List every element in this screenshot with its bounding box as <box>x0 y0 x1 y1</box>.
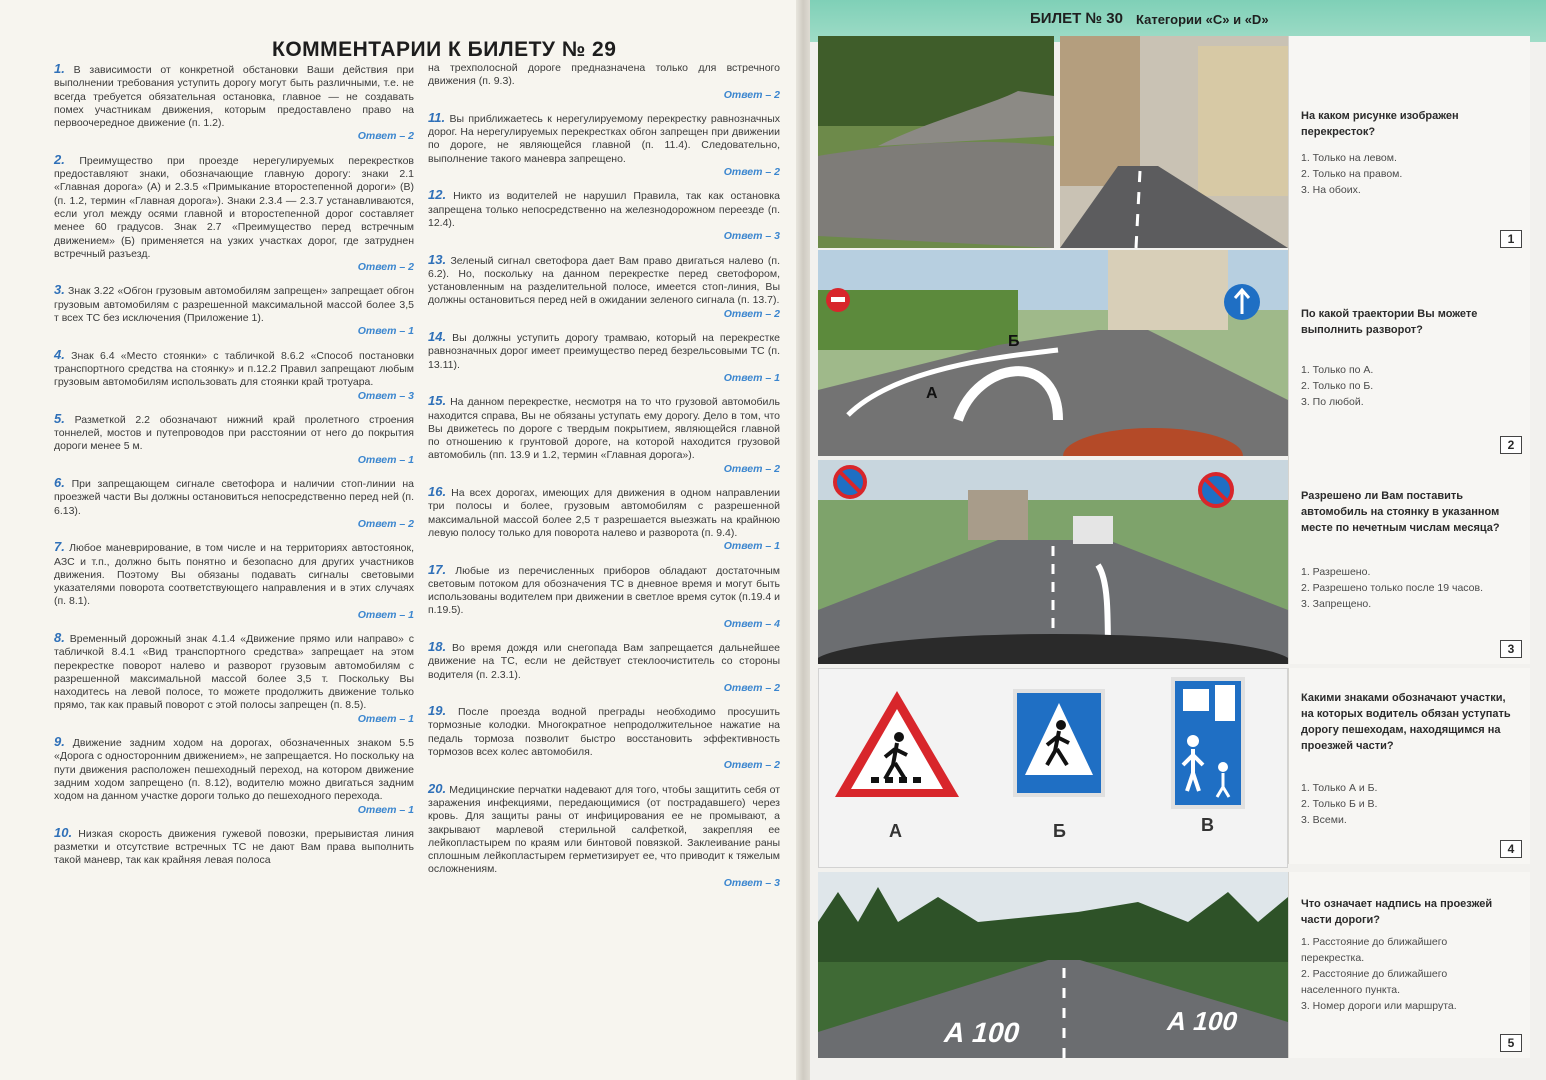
comment-text: Знак 6.4 «Место стоянки» с табличкой 8.6.2 «Способ постановки транспортного средства на стоянку» и п.12.2 Правил запрещают любым грузовым автомобилям использовать для стоянки край тротуара. <box>54 349 414 389</box>
comment-text: Зеленый сигнал светофора дает Вам право двигаться налево (п. 6.2). Но, поскольку на данном перекрестке перед светофором, установленным на разделительной полосе, имеется стоп-линия, Вы должны остановиться перед ней в ожидании зеленого сигнала (п. 13.7). <box>428 254 780 307</box>
comment-continuation <box>428 62 780 102</box>
option-2: 2. Только Б и В. <box>1301 798 1378 810</box>
comment-answer: Ответ – 1 <box>357 803 414 816</box>
comment-number: 10. <box>54 824 73 840</box>
comment-number: 2. <box>54 151 65 167</box>
comment-answer: Ответ – 2 <box>723 681 780 694</box>
question-5-options <box>1301 934 1501 1014</box>
option-3: 3. На обоих. <box>1301 184 1361 196</box>
option-3: 3. Всеми. <box>1301 814 1347 826</box>
option-1: 1. Разрешено. <box>1301 566 1371 578</box>
comment-text: На всех дорогах, имеющих для движения в одном направлении три полосы и более, грузовым автомобилям с разрешенной максимальной массой более 2,5 т разрешается выезжать на крайнюю левую полосу только для поворота налево и разворота (п. 9.4). <box>428 487 780 539</box>
comment-item <box>428 485 780 553</box>
option-2: 2. Разрешено только после 19 часов. <box>1301 582 1483 594</box>
sign-label-a: А <box>889 821 902 841</box>
comment-item <box>54 348 414 403</box>
question-4-image <box>818 668 1288 868</box>
comment-text: Никто из водителей не нарушил Правила, так как остановка запрещена только непосредственно на железнодорожном переезде (п. 12.4). <box>428 190 780 229</box>
comment-text: Медицинские перчатки надевают для того, чтобы защитить себя от заражения инфекциями, передающимися (от пострадавшего) через кровь. Для защиты раны от инфицирования ее не промывают, а закрывают марлевой стерильной салфеткой, закрепляя ее лейкопластырем по краям или бинтовой повязкой. Заклеивание раны сплошным лейкопластырем герметизирует ее, что приводит к тяжелым осложнениям. <box>428 783 780 876</box>
option-3: 3. Номер дороги или маршрута. <box>1301 1000 1457 1012</box>
comment-item <box>54 476 414 531</box>
comment-answer: Ответ – 3 <box>723 876 780 889</box>
comment-answer: Ответ – 1 <box>723 371 780 384</box>
option-1: 1. Расстояние до ближайшего перекрестка. <box>1301 936 1448 964</box>
sign-label-v: В <box>1201 815 1214 835</box>
comment-answer: Ответ – 2 <box>357 130 414 143</box>
comment-text: После проезда водной преграды необходимо просушить тормозные колодки. Многократное непродолжительное нажатие на педаль тормоза позволит быстро восстановить эффективность тормозов всех колес автомобиля. <box>428 706 781 759</box>
comment-item <box>54 540 414 622</box>
comment-item <box>428 188 780 243</box>
comment-item <box>428 111 780 179</box>
comment-answer: Ответ – 4 <box>723 617 780 630</box>
comment-item <box>428 704 780 772</box>
question-5-text: Что означает надпись на проезжей части дороги? <box>1301 898 1493 926</box>
comment-text: Любое маневрирование, в том числе и на территориях автостоянок, АЗС и т.п., должно быть понятно и безопасно для других участников движения. Поэтому Вы обязаны подавать сигналы световыми указателями поворота соответствующего направления и в этих случаях (п. 8.1). <box>54 542 414 608</box>
comment-item <box>54 412 414 467</box>
question-3-image <box>818 460 1288 664</box>
question-5-image <box>818 872 1288 1058</box>
comment-item <box>428 253 780 321</box>
question-2-text: По какой траектории Вы можете выполнить разворот? <box>1301 308 1478 336</box>
comment-answer: Ответ – 2 <box>723 759 780 772</box>
option-2: 2. Только по Б. <box>1301 380 1374 392</box>
comment-item <box>54 735 414 817</box>
comment-number: 9. <box>54 734 65 750</box>
trajectory-label-a: А <box>926 385 938 402</box>
comment-answer: Ответ – 2 <box>723 307 780 320</box>
question-2-panel <box>1288 254 1530 460</box>
comment-number: 13. <box>428 251 447 267</box>
comment-number: 3. <box>54 282 65 298</box>
comment-text: Вы должны уступить дорогу трамваю, который на перекрестке равнозначных дорог имеет преимущество перед безрельсовыми ТС (п. 13.11). <box>428 332 781 371</box>
comment-number: 1. <box>54 61 65 76</box>
comment-answer: Ответ – 1 <box>357 453 414 466</box>
comments-column-right <box>428 62 780 899</box>
comment-text: Любые из перечисленных приборов обладают достаточным световым потоком для обозначения ТС в дневное время и могут быть использованы водителем при движении в светлое время суток (п.19.4 и п.19.5). <box>428 564 781 617</box>
question-1-number: 1 <box>1500 230 1522 248</box>
question-1-options <box>1301 150 1402 198</box>
comment-answer: Ответ – 1 <box>357 325 414 338</box>
question-4-text: Какими знаками обозначают участки, на которых водитель обязан уступать дорогу пешеходам, находящимся на проезжей части? <box>1301 692 1511 752</box>
question-4-options <box>1301 780 1377 828</box>
comment-number: 6. <box>54 475 65 491</box>
question-5-number: 5 <box>1500 1034 1522 1052</box>
option-1: 1. Только по А. <box>1301 364 1374 376</box>
comment-text: При запрещающем сигнале светофора и наличии стоп-линии на проезжей части Вы должны остановиться непосредственно перед ней (п. 6.13). <box>54 478 414 517</box>
comment-answer: Ответ – 2 <box>357 261 414 274</box>
comment-answer: Ответ – 1 <box>723 540 780 553</box>
question-2-number: 2 <box>1500 436 1522 454</box>
comment-answer: Ответ – 2 <box>723 166 780 179</box>
right-page <box>810 0 1546 1080</box>
option-2: 2. Расстояние до ближайшего населенного пункта. <box>1301 968 1448 996</box>
comment-answer: Ответ – 3 <box>723 230 780 243</box>
comment-text: Вы приближаетесь к нерегулируемому перекрестку равнозначных дорог. На нерегулируемых перекрестках обгон запрещен при движении по дороге, не являющейся главной (п. 11.4). Следовательно, выполнение такого маневра запрещено. <box>428 112 780 165</box>
comment-text: В зависимости от конкретной обстановки Ваши действия при выполнении требования уступить дорогу могут быть различными, т.е. не всегда требуется обязательная остановка, главное — не создавать помех участникам движения, которым предоставлено право на первоочередное движение (п. 1.2). <box>54 64 414 130</box>
comment-item <box>428 563 780 631</box>
comment-number: 5. <box>54 410 65 426</box>
comment-item <box>54 283 414 338</box>
option-3: 3. По любой. <box>1301 396 1364 408</box>
comment-answer: Ответ – 1 <box>357 712 414 725</box>
question-1-image <box>818 36 1288 248</box>
comment-number: 17. <box>428 561 447 577</box>
question-2-image <box>818 250 1288 456</box>
comment-text: Разметкой 2.2 обозначают нижний край пролетного строения тоннелей, мостов и путепроводов при расстоянии от него до покрытия дороги менее 5 м. <box>54 413 414 453</box>
comment-number: 18. <box>428 638 447 654</box>
comment-text: Низкая скорость движения гужевой повозки, прерывистая линия разметки и отсутствие встречных ТС не дают Вам права выполнить такой маневр, так как крайняя левая полоса <box>54 827 414 867</box>
comment-number: 20. <box>428 780 447 796</box>
question-1-panel <box>1288 36 1530 254</box>
comment-text: Движение задним ходом на дорогах, обозначенных знаком 5.5 «Дорога с односторонним движением», не запрещается. Но поскольку на пути движения расположен пешеходный переход, на котором движение задним ходом запрещено (п. 8.12), водителю можно двигаться задним ходом на данном участке дороги только до пешеходного перехода. <box>54 737 415 803</box>
comment-item <box>54 631 414 726</box>
comment-text: на трехполосной дороге предназначена только для встречного движения (п. 9.3). <box>428 62 780 88</box>
question-3-options <box>1301 564 1501 612</box>
ticket-categories: Категории «C» и «D» <box>1136 12 1269 27</box>
comment-answer: Ответ – 2 <box>357 517 414 530</box>
road-marking-text-right: А 100 <box>1164 1006 1242 1036</box>
question-3-panel <box>1288 460 1530 664</box>
comment-item <box>54 62 414 144</box>
comment-number: 15. <box>428 393 447 409</box>
comment-item <box>428 394 780 476</box>
comment-answer: Ответ – 2 <box>723 88 780 101</box>
comment-item <box>54 826 414 868</box>
question-5-panel <box>1288 872 1530 1058</box>
comment-text: Временный дорожный знак 4.1.4 «Движение прямо или направо» с табличкой 8.4.1 «Вид транспортного средства» запрещает на этом перекрестке поворот налево и разворот грузовым автомобилям с разрешенной максимальной массой более 3,5 т. Поскольку Вы находитесь на левой полосе, то можете продолжить движение только прямо, так как правый поворот с этой полосы запрещен (п. 8.5). <box>54 632 414 712</box>
sign-label-b: Б <box>1053 821 1066 841</box>
question-3-number: 3 <box>1500 640 1522 658</box>
option-1: 1. Только А и Б. <box>1301 782 1378 794</box>
ticket-number: БИЛЕТ № 30 <box>1030 10 1123 27</box>
comment-text: Знак 3.22 «Обгон грузовым автомобилям запрещен» запрещает обгон грузовым автомобилям с разрешенной максимальной массой более 3,5 т всех ТС без исключения (Приложение 1). <box>54 285 414 325</box>
comment-item <box>428 330 780 385</box>
comments-column-left <box>54 62 414 877</box>
question-4-panel <box>1288 668 1530 864</box>
road-marking-text-left: А 100 <box>940 1017 1024 1049</box>
comment-number: 4. <box>54 346 65 362</box>
option-3: 3. Запрещено. <box>1301 598 1372 610</box>
comment-answer: Ответ – 2 <box>723 462 780 475</box>
page-title: КОММЕНТАРИИ К БИЛЕТУ № 29 <box>272 38 617 61</box>
option-1: 1. Только на левом. <box>1301 152 1397 164</box>
question-4-number: 4 <box>1500 840 1522 858</box>
comment-text: Преимущество при проезде нерегулируемых перекрестков предоставляют знаки, обозначающие главную дорогу: знаки 2.1 «Главная дорога» (А) и 2.3.5 «Примыкание второстепенной дороги» (В) (п. 1.2, термин «Главная дорога»). Знаки 2.3.4 — 2.3.7 устанавливаются, если угол между осями главной и второстепенной дорог составляет менее 60 градусов. Знак 2.7 «Преимущество перед встречным движением» (Б) применяется на узких участках дорог, где затруднен встречный разъезд. <box>54 154 415 260</box>
comment-number: 16. <box>428 484 447 500</box>
comment-text: Во время дождя или снегопада Вам запрещается дальнейшее движение на ТС, если не действует стеклоочиститель со стороны водителя (п. 2.3.1). <box>428 641 780 681</box>
comment-item <box>428 640 780 695</box>
comment-answer: Ответ – 3 <box>357 389 414 402</box>
option-2: 2. Только на правом. <box>1301 168 1403 180</box>
comment-text: На данном перекрестке, несмотря на то что грузовой автомобиль находится справа, Вы не обязаны уступать ему дорогу. Дело в том, что Вы движетесь по дороге с твердым покрытием, являющейся главной по отношению к грунтовой дороге, на которой находится грузовой автомобиль (пп. 13.9 и 1.2, термин «Главная дорога»). <box>428 396 781 462</box>
comment-item <box>428 782 780 890</box>
comment-number: 19. <box>428 703 447 719</box>
comment-item <box>54 153 414 275</box>
comment-number: 14. <box>428 329 447 345</box>
comment-number: 12. <box>428 187 447 203</box>
trajectory-label-b: Б <box>1008 333 1020 350</box>
comment-number: 8. <box>54 629 65 645</box>
question-1-text: На каком рисунке изображен перекресток? <box>1301 110 1459 138</box>
comment-answer: Ответ – 1 <box>357 608 414 621</box>
question-2-options <box>1301 362 1373 410</box>
comment-number: 11. <box>428 109 446 125</box>
question-3-text: Разрешено ли Вам поставить автомобиль на стоянку в указанном месте по нечетным числам месяца? <box>1301 490 1500 534</box>
comment-number: 7. <box>54 539 65 555</box>
